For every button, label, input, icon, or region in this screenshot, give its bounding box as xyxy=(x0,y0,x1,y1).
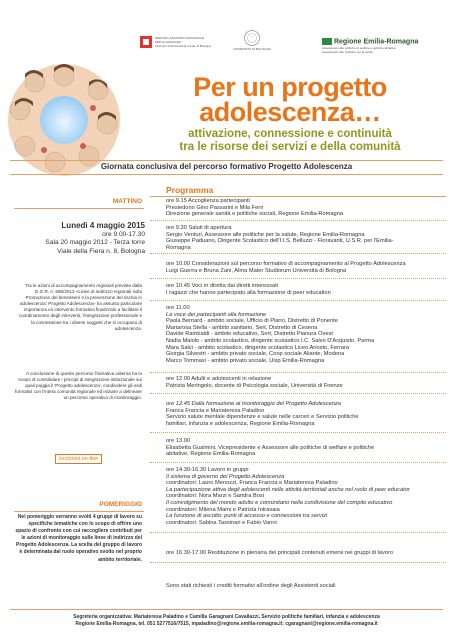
prog-line: Mariarosa Stella - ambito sanitario, Sert, Distretto di Cesena xyxy=(166,324,318,331)
prog-block-considerazioni xyxy=(166,261,446,274)
prog-line: abitative, Regione Emilia-Romagna xyxy=(166,451,256,458)
iscrizioni-online-link[interactable]: iscrizioni on-line xyxy=(55,454,102,464)
prog-separator xyxy=(150,220,446,221)
prog-line: ore 12.45 Dalla formazione al monitoraggio del Progetto Adolescenza xyxy=(166,401,341,407)
prog-line: Giuseppe Paduano, Dirigente Scolastico dell'I.I.S. Belluzzi - Fioravanti, U.S.R. per l'Emilia- xyxy=(166,238,394,245)
divider-footer xyxy=(10,609,443,610)
prog-line: ore 9.15 Accoglienza partecipanti xyxy=(166,198,250,204)
prog-separator xyxy=(150,462,446,463)
ausl-line-2: EMILIA-ROMAGNA xyxy=(154,40,182,44)
prog-block-adulti xyxy=(166,376,446,389)
prog-line: Paola Bernard - ambito sociale, Ufficio di Piano, Distretto di Ponente xyxy=(166,318,338,325)
prog-block-gualmini xyxy=(166,438,446,458)
prog-line: Nadia Maiolo - ambito scolastico, dirigente scolastico I.C. Salvo D'Acquisto, Parma xyxy=(166,337,375,344)
prog-line: I ragazzi che hanno partecipato alla formazione di peer education xyxy=(166,289,331,296)
prog-separator xyxy=(150,253,446,254)
main-title-line-2: adolescenza… xyxy=(199,97,381,127)
prog-line: Romagna xyxy=(166,244,191,251)
prog-line: coordinatori: Milena Mami e Patrizia Intravaia xyxy=(166,506,280,513)
ausl-logo xyxy=(140,36,220,48)
prog-separator xyxy=(150,372,446,373)
event-date: Lunedì 4 maggio 2015 xyxy=(61,221,145,230)
prog-line: ore 12.00 Adulti e adolescenti in relazione xyxy=(166,376,272,382)
prog-block-restituzione xyxy=(166,550,446,557)
tagline: Giornata conclusiva del percorso formativo Progetto Adolescenza xyxy=(100,162,353,171)
rer-name: Regione Emilia-Romagna xyxy=(333,38,419,46)
prog-block-crediti xyxy=(166,583,446,590)
prog-line: Servizio salute mentale dipendenze e salute nelle carceri e Servizio politiche xyxy=(166,414,359,421)
prog-line: ore 11.00 xyxy=(166,305,190,311)
prog-line: coordinatori: Nora Marzi e Sandra Bosi xyxy=(166,493,264,500)
unibo-label: UNIVERSITÀ DI BOLOGNA xyxy=(233,47,271,51)
divider-top xyxy=(10,160,443,161)
prog-line: Davide Rambaldi - ambito educativo, Sert, Distretto Pianura Ovest xyxy=(166,331,333,338)
prog-line: Patrizia Meringolo, docente di Psicologia sociale, Università di Firenze xyxy=(166,382,343,389)
prog-line: La partecipazione attiva degli adolescenti nelle attività territoriali anche nel ruolo di peer educator xyxy=(166,486,410,493)
event-time: ore 9.00-17.30 xyxy=(102,230,145,238)
prog-line: ore 14.30-16.30 Lavoro in gruppi xyxy=(166,467,249,473)
prog-separator xyxy=(150,532,446,533)
subtitle-line-1: attivazione, connessione e continuità xyxy=(188,128,392,140)
event-venue-1: Sala 20 maggio 2012 - Terza torre xyxy=(45,239,145,246)
prog-line: coordinatori: Sabina Tassinari e Fabio Vanni xyxy=(166,519,277,526)
ausl-line-3: Azienda Unità Sanitaria Locale di Bologna xyxy=(154,44,211,48)
footer-line-2: Regione Emilia-Romagna, tel. 051 5277516/7515, mpaladino@regione.emilia-romagna.it; cgaragnani@regione.emilia-romagna.it xyxy=(75,621,378,627)
main-title xyxy=(130,72,450,127)
main-title-line-1: Per un progetto xyxy=(193,72,387,102)
divider-mattino xyxy=(14,208,144,209)
rer-flag-icon xyxy=(322,38,332,45)
event-venue-2: Viale della Fiera n. 8, Bologna xyxy=(57,247,145,255)
prog-block-partecipanti xyxy=(166,305,446,364)
rer-logo xyxy=(322,38,448,54)
rer-sub-1: Assessorato alle politiche di welfare e politiche abitative xyxy=(322,46,396,51)
prog-line: Sergio Venturi, Assessore alle politiche per la salute, Regione Emilia-Romagna xyxy=(166,231,365,238)
divider-programma xyxy=(150,196,446,197)
mattino-heading: MATTINO xyxy=(112,198,142,205)
prog-line: Direzione generale sanità e politiche sociali, Regione Emilia-Romagna xyxy=(166,211,344,218)
prog-block-monitoraggio xyxy=(166,401,446,427)
prog-line: coordinatori: Lauro Menozzi, Franca Francia e Mariateresa Paladino xyxy=(166,480,338,487)
footer-info xyxy=(0,614,453,628)
pomeriggio-text: Nel pomeriggio verranno svolti 4 gruppi di lavoro su specifiche tematiche con lo scopo di offrire uno spazio di confronto con cui raccogliere contributi per le azioni di monitoraggio sulle linee di indirizzo del Progetto Adolescenza. La scelta del gruppo di lavoro è determinata dal ruolo operativo svolto nel proprio ambito territoriale. xyxy=(15,514,142,563)
prog-block-accoglienza xyxy=(166,198,446,218)
unibo-logo xyxy=(228,30,276,51)
prog-line: Mara Salvi - ambito scolastico, dirigente scolastico Liceo Ariosto, Ferrara xyxy=(166,344,350,351)
prog-block-saluti xyxy=(166,225,446,251)
ausl-line-1: SERVIZIO SANITARIO REGIONALE xyxy=(154,36,204,40)
prog-line: ore 10.00 Considerazioni sul percorso formativo di accompagnamento al Progetto Adolescenza xyxy=(166,261,406,267)
prog-line: La funzione di ascolto: punti di accesso e connessioni tra servizi xyxy=(166,513,328,520)
prog-line: Sono stati richiesti i crediti formativi all'ordine degli Assistenti sociali xyxy=(166,583,336,589)
divider-pomeriggio xyxy=(14,511,144,512)
prog-line: La voce dei partecipanti alla formazione xyxy=(166,311,267,318)
prog-line: Luigi Guerra e Bruna Zani, Alma Mater Studiorum Università di Bologna xyxy=(166,267,347,274)
prog-line: ore 13.00 xyxy=(166,438,191,444)
prog-block-gruppi xyxy=(166,467,446,526)
prog-line: Il coinvolgimento del mondo adulto e comunitario nella condivisione del compito educativo xyxy=(166,499,393,506)
prog-line: ore 10.45 Voci in diretta dai diretti interessati xyxy=(166,283,278,289)
ausl-emblem-icon xyxy=(140,36,152,48)
prog-separator xyxy=(150,432,446,433)
prog-line: Il sistema di governo del Progetto Adolescenza xyxy=(166,473,285,480)
intro-text: Tra le azioni di accompagnamento regionali previste dalla D.G.R. n. 590/2013 «Linee di indirizzo regionali sulla Promozione del benessere e la prevenzione del rischio in adolescenza: Progetto Adolescenza» ha assunto particolare importanza un intervento formativo finalizzato a facilitare il coordinamento degli interventi, l'integrazione professionale e la connessione tra i diversi soggetti che si occupano di adolescenza. xyxy=(18,283,142,331)
prog-separator xyxy=(150,278,446,279)
rer-sub-2: Assessorato alle politiche per la salute xyxy=(322,50,374,55)
event-date-block xyxy=(20,222,145,256)
prog-line: Marco Tommasi - ambito privato sociale, Uisp Emilia-Romagna xyxy=(166,357,325,364)
prog-line: Giorgia Silvestri - ambito privato sociale, Coop sociale Aliante, Modena xyxy=(166,351,345,358)
prog-line: Presiedono Gino Passarini e Mila Ferri xyxy=(166,204,264,211)
pomeriggio-heading: POMERIGGIO xyxy=(99,501,142,508)
prog-line: Elisabetta Gualmini, Vicepresidente e Assessore alle politiche di welfare e politiche xyxy=(166,444,375,451)
programma-title: Programma xyxy=(166,185,214,195)
subtitle xyxy=(130,128,450,154)
conclusion-text: A conclusione di questo percorso l'iniziativa odierna ha lo scopo di consolidare i principi di integrazione istituzionale sui quali poggia il 'Progetto adolescenza', condividere gli esiti formativi con l'intera comunità regionale ed iniziare a delineare un percorso operativo di monitoraggio. xyxy=(14,371,142,401)
footer-line-1: Segreteria organizzativa: Mariateresa Paladino e Camilla Garagnani Cavallazzi, Servizio politiche familiari, infanzia e adolescenza xyxy=(73,614,380,620)
prog-block-voci xyxy=(166,283,446,296)
prog-line: familiari, infanzia e adolescenza, Regione Emilia-Romagna xyxy=(166,420,315,427)
prog-line: ore 9.30 Saluti di apertura xyxy=(166,225,232,231)
subtitle-line-2: tra le risorse dei servizi e della comunità xyxy=(179,141,401,153)
prog-separator xyxy=(150,562,446,563)
prog-separator xyxy=(150,393,446,394)
unibo-seal-icon xyxy=(244,30,260,46)
prog-line: Franca Francia e Mariateresa Paladino xyxy=(166,407,265,414)
prog-separator xyxy=(150,300,446,301)
divider-tagline xyxy=(10,174,443,175)
prog-line: ore 16.30-17.00 Restituzione in plenaria dei principali contenuti emersi nei gruppi di lavoro xyxy=(166,550,394,556)
